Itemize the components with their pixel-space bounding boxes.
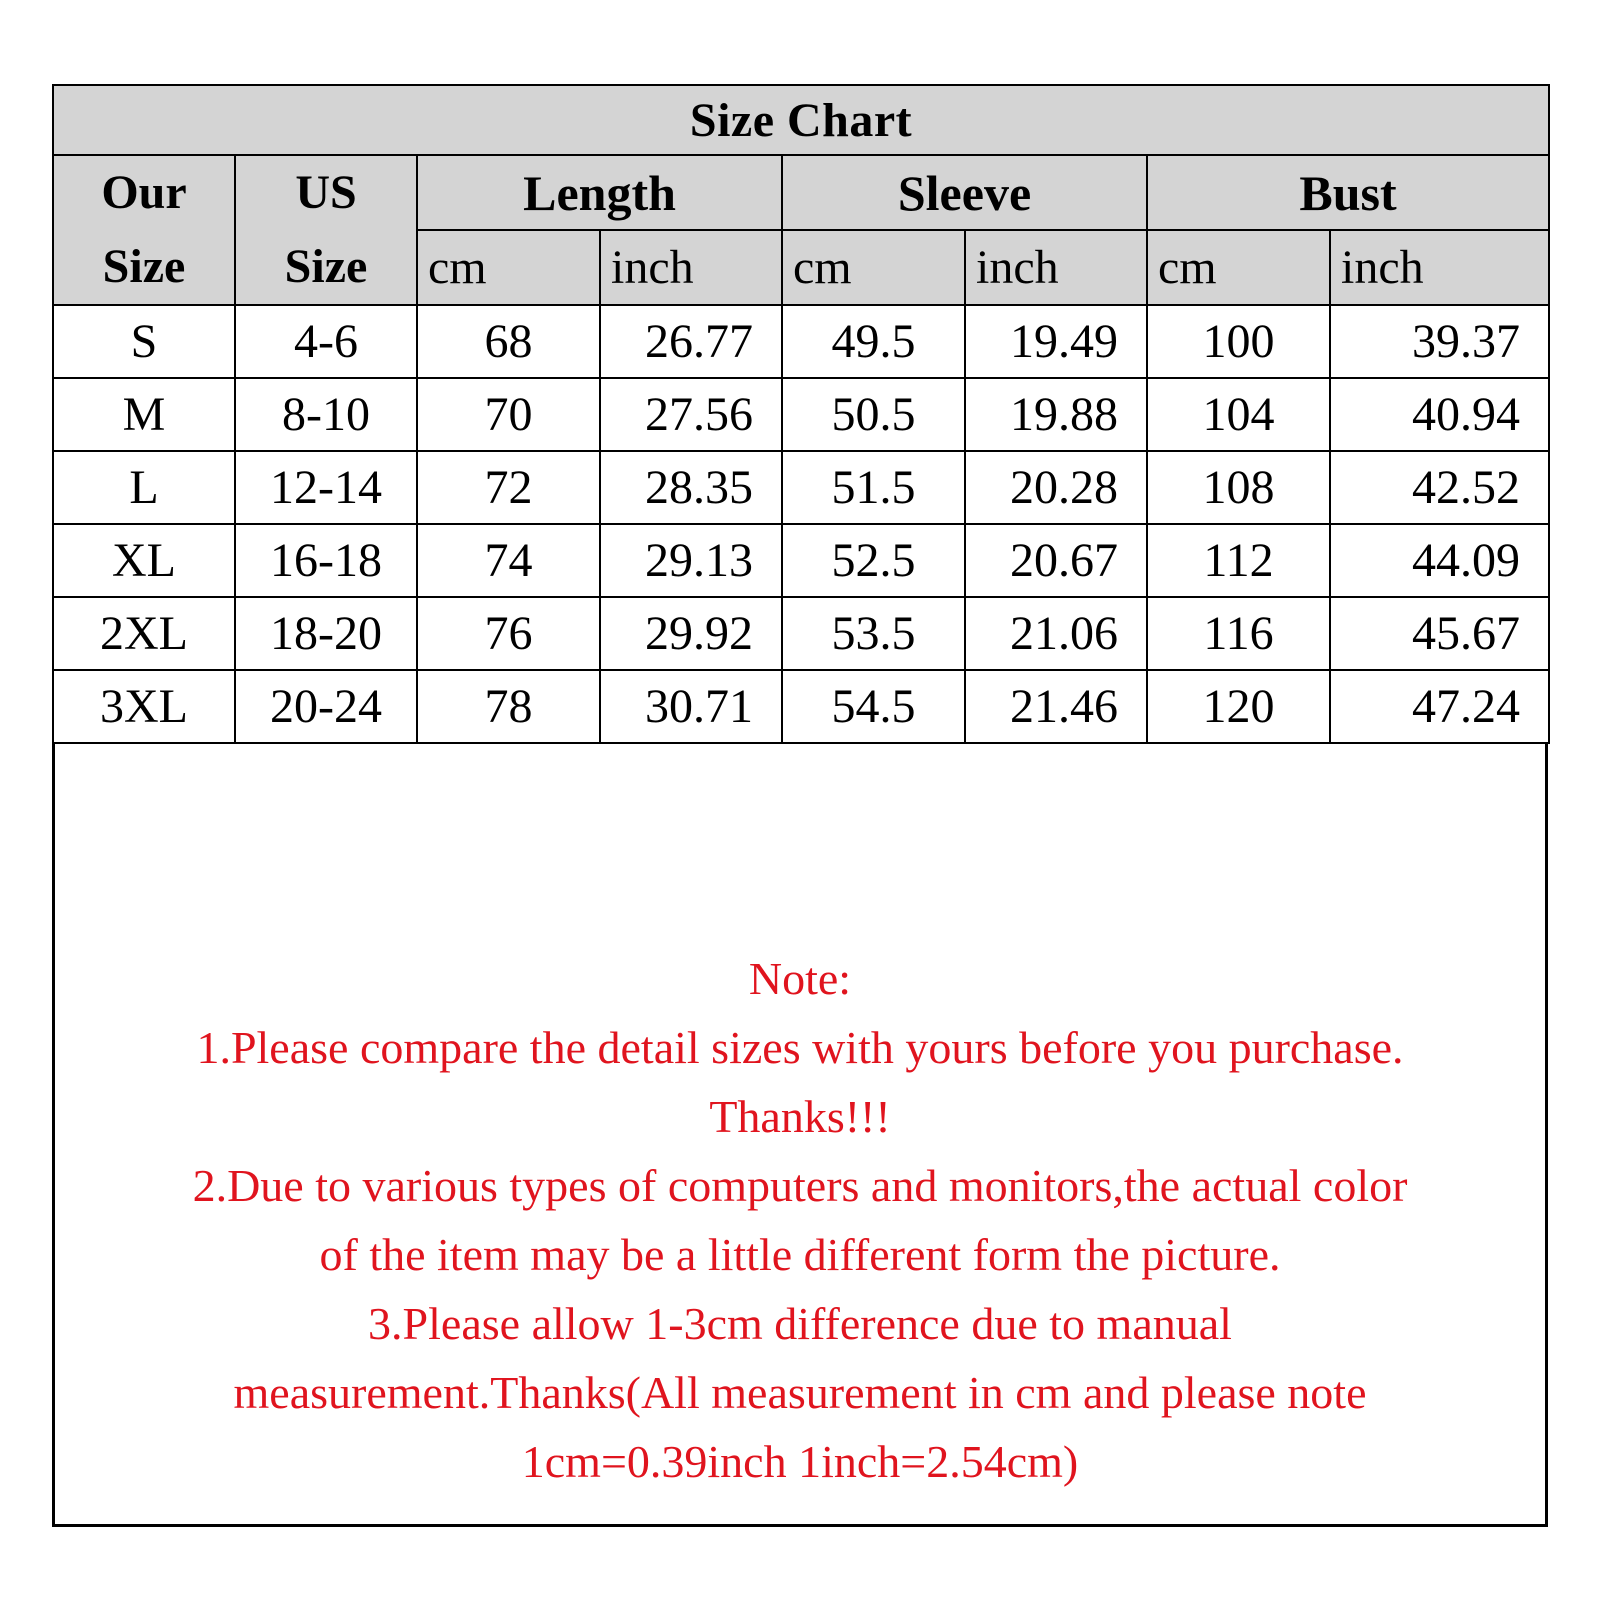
our-size-header [53,155,235,305]
us-size-cell: 12-14 [235,451,417,524]
sleeve-cm-header: cm [782,230,965,305]
bust-cm-cell: 108 [1147,451,1330,524]
length-inch-cell: 26.77 [600,305,782,378]
bust-cm-cell: 120 [1147,670,1330,743]
length-cm-cell: 72 [417,451,600,524]
sleeve-cm-cell: 50.5 [782,378,965,451]
our-size-header-line2: Size [102,240,186,293]
size-chart-table [52,84,1550,744]
length-inch-cell: 30.71 [600,670,782,743]
bust-inch-cell: 39.37 [1330,305,1549,378]
us-size-cell: 4-6 [235,305,417,378]
us-size-cell: 8-10 [235,378,417,451]
sleeve-cm-cell: 51.5 [782,451,965,524]
us-size-cell: 18-20 [235,597,417,670]
length-cm-cell: 70 [417,378,600,451]
length-inch-cell: 28.35 [600,451,782,524]
length-inch-header: inch [600,230,782,305]
bust-inch-header: inch [1330,230,1549,305]
size-chart-frame [52,84,1548,1527]
length-cm-cell: 78 [417,670,600,743]
our-size-cell: XL [53,524,235,597]
note-line: of the item may be a little different form the picture. [319,1229,1281,1280]
sleeve-inch-cell: 21.46 [965,670,1147,743]
sleeve-inch-cell: 20.67 [965,524,1147,597]
bust-inch-cell: 40.94 [1330,378,1549,451]
sleeve-inch-header: inch [965,230,1147,305]
sleeve-cm-cell: 53.5 [782,597,965,670]
us-size-cell: 20-24 [235,670,417,743]
bust-header: Bust [1147,155,1549,230]
bust-inch-cell: 47.24 [1330,670,1549,743]
length-cm-cell: 68 [417,305,600,378]
note-line: 1cm=0.39inch 1inch=2.54cm) [521,1436,1079,1487]
length-cm-cell: 74 [417,524,600,597]
note-line: 3.Please allow 1-3cm difference due to manual [368,1298,1232,1349]
us-size-header-line2: Size [284,240,368,293]
sleeve-cm-cell: 52.5 [782,524,965,597]
sleeve-header: Sleeve [782,155,1147,230]
our-size-cell: M [53,378,235,451]
bust-cm-cell: 104 [1147,378,1330,451]
sleeve-inch-cell: 19.49 [965,305,1147,378]
note-line: Thanks!!! [709,1091,891,1142]
us-size-cell: 16-18 [235,524,417,597]
bust-cm-cell: 100 [1147,305,1330,378]
note-line: 2.Due to various types of computers and monitors,the actual color [192,1160,1408,1211]
length-cm-header: cm [417,230,600,305]
length-inch-cell: 29.92 [600,597,782,670]
sleeve-inch-cell: 21.06 [965,597,1147,670]
our-size-cell: 2XL [53,597,235,670]
table-row [53,524,1549,597]
note-line: 1.Please compare the detail sizes with yours before you purchase. [196,1022,1404,1073]
table-row [53,670,1549,743]
chart-title: Size Chart [53,85,1549,155]
size-rows [53,305,1549,743]
our-size-cell: L [53,451,235,524]
our-size-header-line1: Our [101,166,187,219]
sleeve-inch-cell: 19.88 [965,378,1147,451]
length-inch-cell: 29.13 [600,524,782,597]
bust-cm-cell: 112 [1147,524,1330,597]
length-inch-cell: 27.56 [600,378,782,451]
note-line: measurement.Thanks(All measurement in cm and please note [233,1367,1367,1418]
note-heading: Note: [748,953,852,1004]
bust-inch-cell: 44.09 [1330,524,1549,597]
table-row [53,305,1549,378]
our-size-cell: 3XL [53,670,235,743]
bust-inch-cell: 42.52 [1330,451,1549,524]
us-size-header [235,155,417,305]
notes-block [55,944,1545,1496]
length-cm-cell: 76 [417,597,600,670]
table-row [53,597,1549,670]
bust-cm-header: cm [1147,230,1330,305]
sleeve-cm-cell: 49.5 [782,305,965,378]
our-size-cell: S [53,305,235,378]
bust-cm-cell: 116 [1147,597,1330,670]
bust-inch-cell: 45.67 [1330,597,1549,670]
sleeve-cm-cell: 54.5 [782,670,965,743]
table-row [53,378,1549,451]
us-size-header-line1: US [295,166,357,219]
length-header: Length [417,155,782,230]
table-row [53,451,1549,524]
sleeve-inch-cell: 20.28 [965,451,1147,524]
